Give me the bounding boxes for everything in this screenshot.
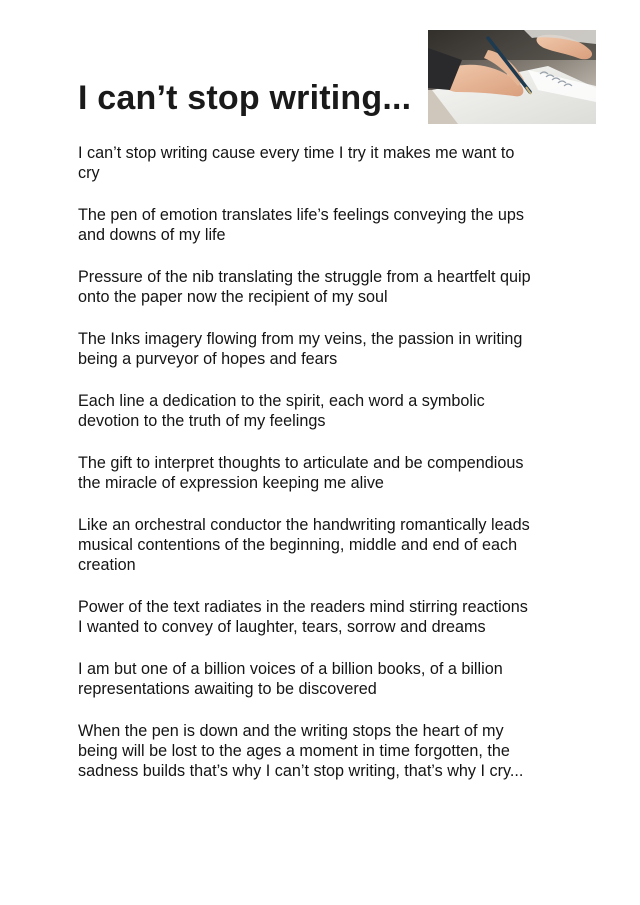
stanza-1: I can’t stop writing cause every time I try it makes me want to cry <box>78 144 515 182</box>
poem-body <box>78 143 568 803</box>
stanza-6: The gift to interpret thoughts to articulate and be compendious the miracle of expression keeping me alive <box>78 454 524 492</box>
stanza-3: Pressure of the nib translating the struggle from a heartfelt quip onto the paper now the recipient of my soul <box>78 268 531 306</box>
writing-hand-photo-icon <box>428 30 596 124</box>
stanza-5: Each line a dedication to the spirit, each word a symbolic devotion to the truth of my feelings <box>78 392 485 430</box>
page-title: I can’t stop writing... <box>78 79 412 117</box>
stanza-9: I am but one of a billion voices of a billion books, of a billion representations awaiting to be discovered <box>78 660 503 698</box>
stanza-8: Power of the text radiates in the readers mind stirring reactions I wanted to convey of laughter, tears, sorrow and dreams <box>78 598 528 636</box>
stanza-4: The Inks imagery flowing from my veins, the passion in writing being a purveyor of hopes and fears <box>78 330 523 368</box>
stanza-10: When the pen is down and the writing stops the heart of my being will be lost to the ages a moment in time forgotten, the sadness builds that’s why I can’t stop writing, that’s why I cry... <box>78 722 524 780</box>
stanza-7: Like an orchestral conductor the handwriting romantically leads musical contentions of the beginning, middle and end of each creation <box>78 516 530 574</box>
stanza-2: The pen of emotion translates life’s feelings conveying the ups and downs of my life <box>78 206 525 244</box>
